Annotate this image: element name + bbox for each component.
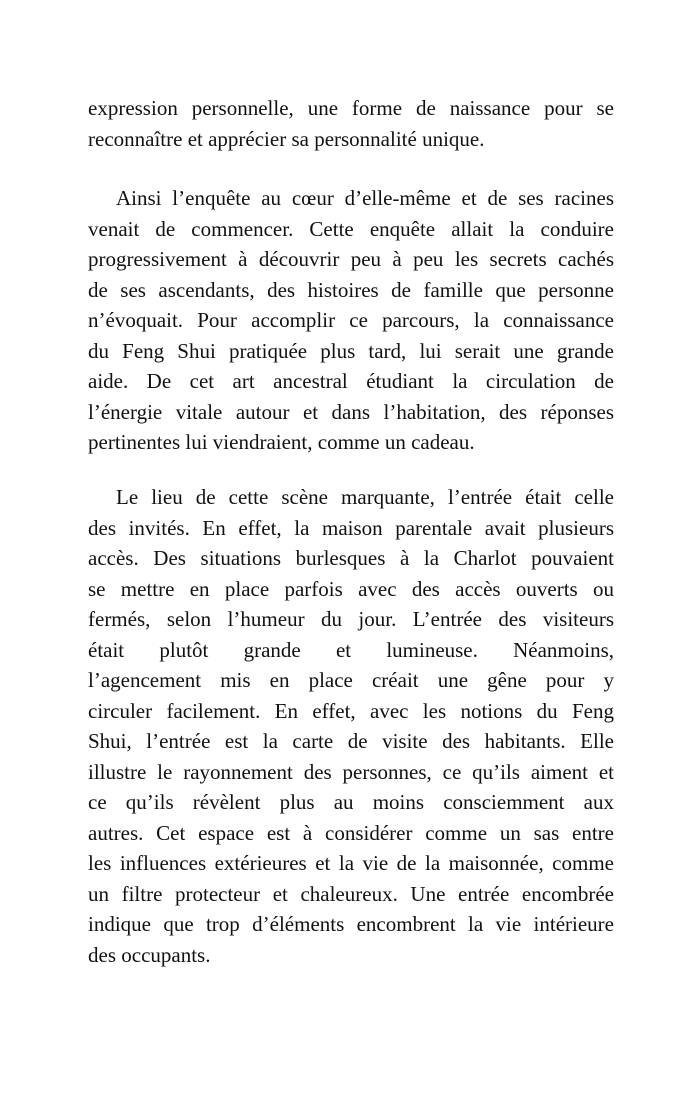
text-line: fermés, selon l’humeur du jour. L’entrée des visiteurs	[88, 607, 614, 631]
text-line: pertinentes lui viendraient, comme un cadeau.	[88, 430, 475, 454]
text-line: des invités. En effet, la maison parentale avait plusieurs	[88, 515, 614, 540]
text-line: accès. Des situations burlesques à la Charlot pouvaient	[88, 546, 614, 570]
text-line: des occupants.	[88, 942, 211, 967]
text-line: Le lieu de cette scène marquante, l’entrée était celle	[116, 485, 614, 509]
text-line: indique que trop d’éléments encombrent la vie intérieure	[88, 912, 614, 936]
text-line: n’évoquait. Pour accomplir ce parcours, la connaissance	[88, 308, 614, 332]
text-line: autres. Cet espace est à considérer comme un sas entre	[88, 820, 614, 845]
text-line: se mettre en place parfois avec des accès ouverts ou	[88, 576, 614, 601]
text-line: de ses ascendants, des histoires de famille que personne	[88, 277, 614, 302]
paragraph-3	[88, 482, 614, 970]
text-line: les influences extérieures et la vie de la maisonnée, comme	[88, 851, 614, 875]
text-line: expression personnelle, une forme de naissance pour se	[88, 96, 614, 120]
text-line: était plutôt grande et lumineuse. Néanmoins,	[88, 637, 614, 662]
text-line: un filtre protecteur et chaleureux. Une entrée encombrée	[88, 881, 614, 906]
text-line: reconnaître et apprécier sa personnalité unique.	[88, 126, 485, 151]
text-line: illustre le rayonnement des personnes, ce qu’ils aiment et	[88, 759, 614, 784]
text-line: progressivement à découvrir peu à peu les secrets cachés	[88, 247, 614, 271]
text-line: venait de commencer. Cette enquête allait la conduire	[88, 216, 614, 241]
text-line: l’énergie vitale autour et dans l’habitation, des réponses	[88, 399, 614, 424]
text-line: circuler facilement. En effet, avec les notions du Feng	[88, 698, 614, 723]
text-line: Shui, l’entrée est la carte de visite des habitants. Elle	[88, 729, 614, 753]
paragraph-2	[88, 183, 614, 458]
text-line: Ainsi l’enquête au cœur d’elle-même et de ses racines	[116, 186, 614, 210]
text-line: l’agencement mis en place créait une gêne pour y	[88, 668, 614, 692]
paragraph-1	[88, 93, 614, 154]
text-line: ce qu’ils révèlent plus au moins consciemment aux	[88, 790, 614, 814]
text-line: du Feng Shui pratiquée plus tard, lui serait une grande	[88, 338, 614, 363]
text-line: aide. De cet art ancestral étudiant la circulation de	[88, 369, 614, 393]
